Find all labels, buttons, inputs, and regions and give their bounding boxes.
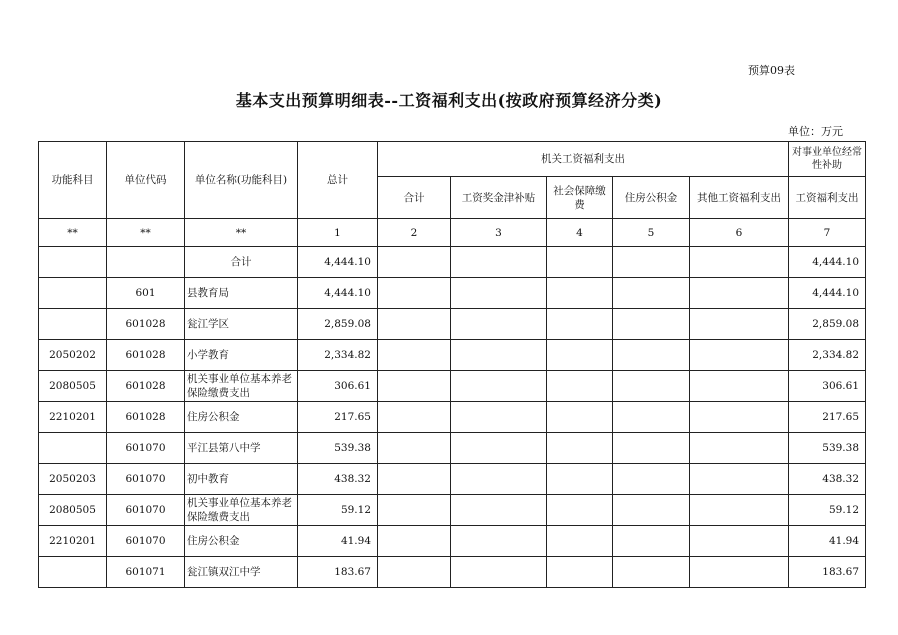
subtotal-cell xyxy=(378,278,451,309)
unit-name-cell: 住房公积金 xyxy=(185,526,298,557)
table-row xyxy=(39,278,866,309)
table-row xyxy=(39,495,866,526)
index-cell: ** xyxy=(185,219,298,247)
func-subject-cell xyxy=(39,309,107,340)
unit-name-cell: 机关事业单位基本养老保险缴费支出 xyxy=(185,495,298,526)
header-housing: 住房公积金 xyxy=(613,177,690,219)
subtotal-cell xyxy=(378,247,451,278)
housing-cell xyxy=(613,433,690,464)
unit-code-cell: 601028 xyxy=(107,371,185,402)
subtotal-cell xyxy=(378,371,451,402)
total-cell: 438.32 xyxy=(298,464,378,495)
table-row xyxy=(39,557,866,588)
func-subject-cell xyxy=(39,247,107,278)
salary-cell xyxy=(451,495,547,526)
subtotal-cell xyxy=(378,464,451,495)
unit-code-cell: 601071 xyxy=(107,557,185,588)
header-func-subject: 功能科目 xyxy=(39,142,107,219)
total-cell: 2,334.82 xyxy=(298,340,378,371)
header-unit-code: 单位代码 xyxy=(107,142,185,219)
table-row xyxy=(39,247,866,278)
social-cell xyxy=(547,433,613,464)
salary-cell xyxy=(451,247,547,278)
unit-name-cell: 机关事业单位基本养老保险缴费支出 xyxy=(185,371,298,402)
inst-salary-cell: 4,444.10 xyxy=(789,278,866,309)
unit-code-cell: 601070 xyxy=(107,464,185,495)
social-cell xyxy=(547,402,613,433)
subtotal-cell xyxy=(378,495,451,526)
inst-salary-cell: 539.38 xyxy=(789,433,866,464)
unit-name-cell: 瓮江学区 xyxy=(185,309,298,340)
social-cell xyxy=(547,526,613,557)
index-row xyxy=(39,219,866,247)
total-cell: 4,444.10 xyxy=(298,247,378,278)
table-row xyxy=(39,402,866,433)
salary-cell xyxy=(451,309,547,340)
index-cell: 5 xyxy=(613,219,690,247)
salary-cell xyxy=(451,557,547,588)
func-subject-cell xyxy=(39,433,107,464)
social-cell xyxy=(547,278,613,309)
total-cell: 4,444.10 xyxy=(298,278,378,309)
header-total: 总计 xyxy=(298,142,378,219)
unit-name-cell: 小学教育 xyxy=(185,340,298,371)
housing-cell xyxy=(613,402,690,433)
unit-code-cell: 601028 xyxy=(107,309,185,340)
salary-cell xyxy=(451,526,547,557)
unit-code-cell: 601070 xyxy=(107,526,185,557)
salary-cell xyxy=(451,464,547,495)
unit-name-cell: 平江县第八中学 xyxy=(185,433,298,464)
index-cell: ** xyxy=(107,219,185,247)
unit-name-cell: 合计 xyxy=(185,247,298,278)
total-cell: 183.67 xyxy=(298,557,378,588)
header-social: 社会保障缴费 xyxy=(547,177,613,219)
social-cell xyxy=(547,340,613,371)
page-title: 基本支出预算明细表--工资福利支出(按政府预算经济分类) xyxy=(235,91,663,110)
header-org-group: 机关工资福利支出 xyxy=(378,142,789,177)
other-cell xyxy=(690,526,789,557)
total-cell: 539.38 xyxy=(298,433,378,464)
inst-salary-cell: 2,859.08 xyxy=(789,309,866,340)
table-row xyxy=(39,433,866,464)
housing-cell xyxy=(613,371,690,402)
subtotal-cell xyxy=(378,340,451,371)
subtotal-cell xyxy=(378,433,451,464)
inst-salary-cell: 4,444.10 xyxy=(789,247,866,278)
func-subject-cell: 2210201 xyxy=(39,526,107,557)
unit-code-cell: 601028 xyxy=(107,340,185,371)
inst-salary-cell: 217.65 xyxy=(789,402,866,433)
unit-code-cell: 601028 xyxy=(107,402,185,433)
header-inst-group: 对事业单位经常性补助 xyxy=(789,142,866,177)
inst-salary-cell: 438.32 xyxy=(789,464,866,495)
other-cell xyxy=(690,278,789,309)
unit-name-cell: 瓮江镇双江中学 xyxy=(185,557,298,588)
total-cell: 217.65 xyxy=(298,402,378,433)
other-cell xyxy=(690,464,789,495)
form-number: 预算09表 xyxy=(748,64,795,77)
func-subject-cell xyxy=(39,278,107,309)
unit-code-cell xyxy=(107,247,185,278)
total-cell: 41.94 xyxy=(298,526,378,557)
salary-cell xyxy=(451,278,547,309)
social-cell xyxy=(547,309,613,340)
header-inst-salary: 工资福利支出 xyxy=(789,177,866,219)
func-subject-cell: 2050202 xyxy=(39,340,107,371)
inst-salary-cell: 41.94 xyxy=(789,526,866,557)
table-row xyxy=(39,371,866,402)
social-cell xyxy=(547,371,613,402)
social-cell xyxy=(547,247,613,278)
subtotal-cell xyxy=(378,557,451,588)
table-row xyxy=(39,464,866,495)
inst-salary-cell: 306.61 xyxy=(789,371,866,402)
header-salary: 工资奖金津补贴 xyxy=(451,177,547,219)
other-cell xyxy=(690,402,789,433)
housing-cell xyxy=(613,278,690,309)
other-cell xyxy=(690,247,789,278)
housing-cell xyxy=(613,309,690,340)
index-cell: 3 xyxy=(451,219,547,247)
total-cell: 306.61 xyxy=(298,371,378,402)
unit-label: 单位：万元 xyxy=(788,125,843,138)
header-other: 其他工资福利支出 xyxy=(690,177,789,219)
header-subtotal: 合计 xyxy=(378,177,451,219)
social-cell xyxy=(547,464,613,495)
func-subject-cell: 2210201 xyxy=(39,402,107,433)
unit-code-cell: 601070 xyxy=(107,433,185,464)
social-cell xyxy=(547,495,613,526)
other-cell xyxy=(690,433,789,464)
housing-cell xyxy=(613,526,690,557)
housing-cell xyxy=(613,340,690,371)
inst-salary-cell: 59.12 xyxy=(789,495,866,526)
unit-code-cell: 601070 xyxy=(107,495,185,526)
salary-cell xyxy=(451,402,547,433)
inst-salary-cell: 183.67 xyxy=(789,557,866,588)
housing-cell xyxy=(613,464,690,495)
total-cell: 59.12 xyxy=(298,495,378,526)
index-cell: 7 xyxy=(789,219,866,247)
salary-cell xyxy=(451,340,547,371)
index-cell: ** xyxy=(39,219,107,247)
index-cell: 1 xyxy=(298,219,378,247)
housing-cell xyxy=(613,557,690,588)
social-cell xyxy=(547,557,613,588)
other-cell xyxy=(690,557,789,588)
other-cell xyxy=(690,371,789,402)
table-row xyxy=(39,526,866,557)
func-subject-cell: 2080505 xyxy=(39,371,107,402)
total-cell: 2,859.08 xyxy=(298,309,378,340)
func-subject-cell: 2080505 xyxy=(39,495,107,526)
unit-code-cell: 601 xyxy=(107,278,185,309)
inst-salary-cell: 2,334.82 xyxy=(789,340,866,371)
salary-cell xyxy=(451,371,547,402)
unit-name-cell: 县教育局 xyxy=(185,278,298,309)
index-cell: 2 xyxy=(378,219,451,247)
func-subject-cell xyxy=(39,557,107,588)
unit-name-cell: 住房公积金 xyxy=(185,402,298,433)
other-cell xyxy=(690,495,789,526)
housing-cell xyxy=(613,495,690,526)
unit-name-cell: 初中教育 xyxy=(185,464,298,495)
table-row xyxy=(39,309,866,340)
table-row xyxy=(39,340,866,371)
other-cell xyxy=(690,340,789,371)
index-cell: 6 xyxy=(690,219,789,247)
header-row-1 xyxy=(39,142,866,177)
header-unit-name: 单位名称(功能科目) xyxy=(185,142,298,219)
index-cell: 4 xyxy=(547,219,613,247)
other-cell xyxy=(690,309,789,340)
subtotal-cell xyxy=(378,402,451,433)
housing-cell xyxy=(613,247,690,278)
subtotal-cell xyxy=(378,526,451,557)
budget-table xyxy=(38,141,866,588)
func-subject-cell: 2050203 xyxy=(39,464,107,495)
subtotal-cell xyxy=(378,309,451,340)
salary-cell xyxy=(451,433,547,464)
